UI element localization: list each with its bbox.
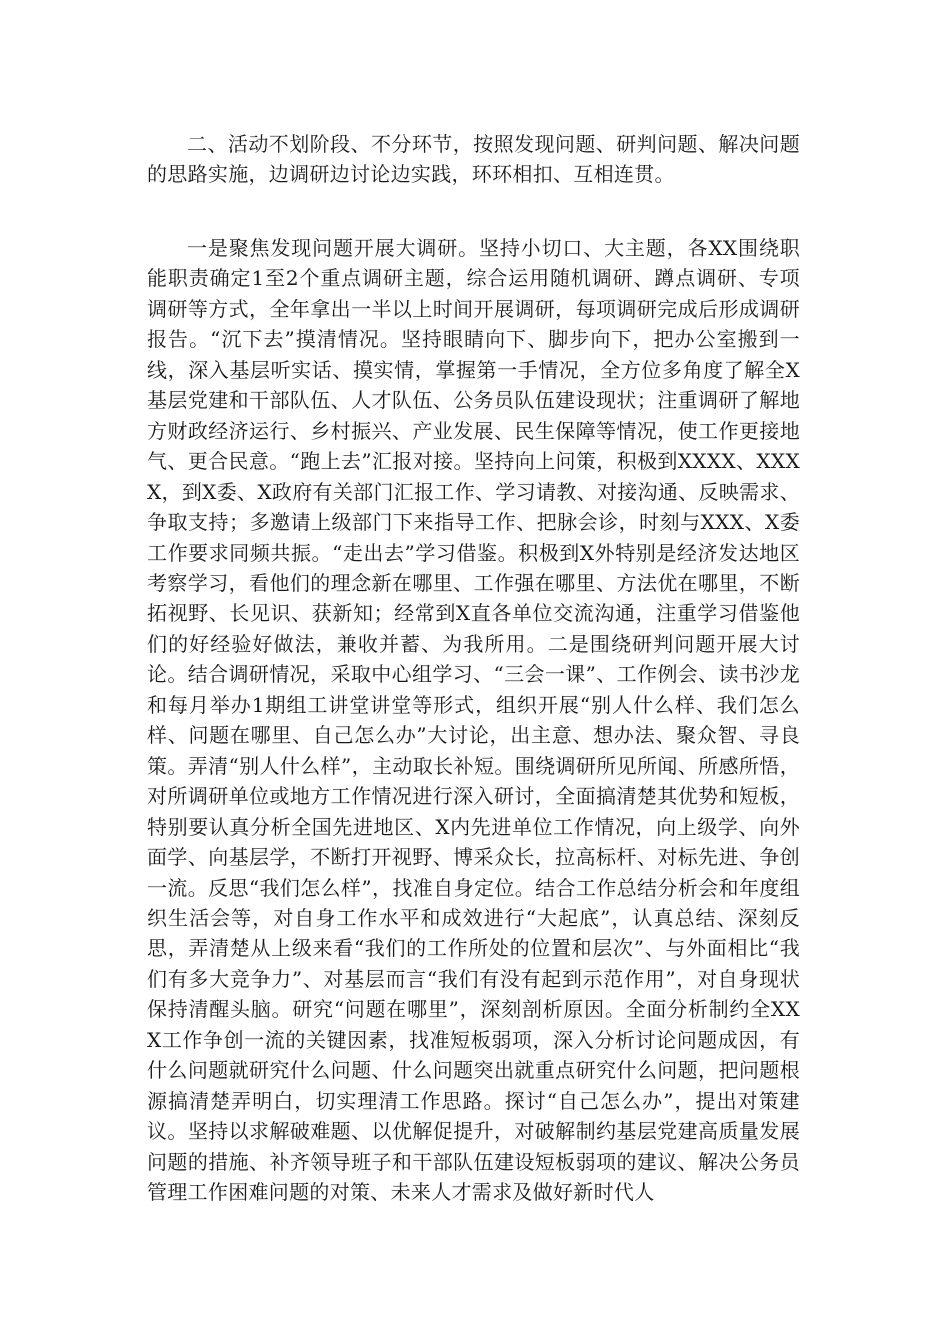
paragraph-survey-discussion: 一是聚焦发现问题开展大调研。坚持小切口、大主题，各XX围绕职能职责确定1至2个重点调研主题，综合运用随机调研、蹲点调研、专项调研等方式，全年拿出一半以上时间开展调研，每项调研完成后形成调研报告。“沉下去”摸清情况。坚持眼睛向下、脚步向下，把办公室搬到一线，深入基层听实话、摸实情，掌握第一手情况，全方位多角度了解全X基层党建和干部队伍、人才队伍、公务员队伍建设现状；注重调研了解地方财政经济运行、乡村振兴、产业发展、民生保障等情况，使工作更接地气、更合民意。“跑上去”汇报对接。坚持向上问策，积极到XXXX、XXXX，到X委、X政府有关部门汇报工作、学习请教、对接沟通、反映需求、争取支持；多邀请上级部门下来指导工作、把脉会诊，时刻与XXX、X委工作要求同频共振。“走出去”学习借鉴。积极到X外特别是经济发达地区考察学习，看他们的理念新在哪里、工作强在哪里、方法优在哪里，不断拓视野、长见识、获新知；经常到X直各单位交流沟通，注重学习借鉴他们的好经验好做法，兼收并蓄、为我所用。二是围绕研判问题开展大讨论。结合调研情况，采取中心组学习、“三会一课”、工作例会、读书沙龙和每月举办1期组工讲堂讲堂等形式，组织开展“别人什么样、我们怎么样、问题在哪里、自己怎么办”大讨论，出主意、想办法、聚众智、寻良策。弄清“别人什么样”，主动取长补短。围绕调研所见所闻、所感所悟，对所调研单位或地方工作情况进行深入研讨，全面搞清楚其优势和短板，特别要认真分析全国先进地区、X内先进单位工作情况，向上级学、向外面学、向基层学，不断打开视野、博采众长，拉高标杆、对标先进、争创一流。反思“我们怎么样”，找准自身定位。结合工作总结分析会和年度组织生活会等，对自身工作水平和成效进行“大起底”，认真总结、深刻反思，弄清楚从上级来看“我们的工作所处的位置和层次”、与外面相比“我们有多大竞争力”、对基层而言“我们有没有起到示范作用”，对自身现状保持清醒头脑。研究“问题在哪里”，深刻剖析原因。全面分析制约全XXX工作争创一流的关键因素，找准短板弱项，深入分析讨论问题成因，有什么问题就研究什么问题、什么问题突出就重点研究什么问题，把问题根源搞清楚弄明白，切实理清工作思路。探讨“自己怎么办”，提出对策建议。坚持以求解破难题、以优解促提升，对破解制约基层党建高质量发展问题的措施、补齐领导班子和干部队伍建设短板弱项的建议、解决公务员管理工作困难问题的对策、未来人才需求及做好新时代人 <box>147 236 800 1205</box>
paragraph-section-two: 二、活动不划阶段、不分环节，按照发现问题、研判问题、解决问题的思路实施，边调研边讨论边实践，环环相扣、互相连贯。 <box>147 132 800 186</box>
